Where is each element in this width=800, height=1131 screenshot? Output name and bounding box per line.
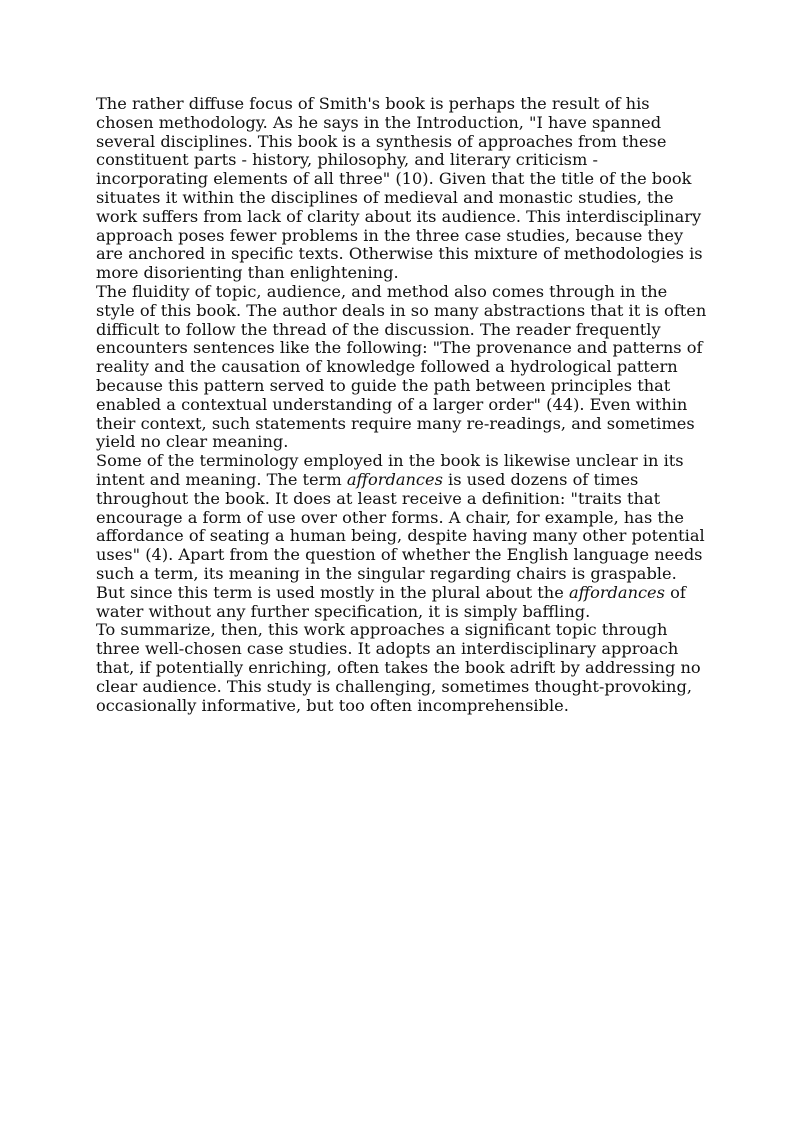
paragraph-style: [96, 283, 708, 452]
paragraph-text: To summarize, then, this work approaches a significant topic through three well-chosen case studies. It adopts an interdisciplinary approach that, if potentially enriching, often takes the book adrift by addressing no clear audience. This study is challenging, sometimes thought-provoking, occasionally informative, but too often incomprehensible.: [96, 620, 701, 715]
paragraph-methodology: [96, 95, 708, 283]
italic-term: affordances: [346, 469, 443, 489]
document-body: [96, 95, 708, 715]
paragraph-text: Some of the terminology employed in the book is likewise unclear in its intent and meaning. The term: [96, 451, 684, 489]
paragraph-text: The fluidity of topic, audience, and method also comes through in the style of this book. The author deals in so many abstractions that it is often difficult to follow the thread of the discussion. The reader frequently encounters sentences like the following: "The provenance and patterns of reality and the causation of knowledge followed a hydrological pattern because this pattern served to guide the path between principles that enabled a contextual understanding of a larger order" (44). Even within their context, such statements require many re-readings, and sometimes yield no clear meaning.: [96, 281, 707, 452]
paragraph-text: of water without any further specification, it is simply baffling.: [96, 582, 686, 621]
paragraph-terminology: [96, 452, 708, 621]
paragraph-text: is used dozens of times throughout the book. It does at least receive a definition: "traits that encourage a form of use over other forms. A chair, for example, has the affordance of seating a human being, despite having many other potential uses" (4). Apart from the question of whether the English language needs such a term, its meaning in the singular regarding chairs is graspable. But since this term is used mostly in the plural about the: [96, 469, 705, 602]
italic-term: affordances: [568, 582, 665, 602]
paragraph-text: The rather diffuse focus of Smith's book is perhaps the result of his chosen methodology. As he says in the Introduction, "I have spanned several disciplines. This book is a synthesis of approaches from these constituent parts - history, philosophy, and literary criticism - incorporating elements of all three" (10). Given that the title of the book situates it within the disciplines of medieval and monastic studies, the work suffers from lack of clarity about its audience. This interdisciplinary approach poses fewer problems in the three case studies, because they are anchored in specific texts. Otherwise this mixture of methodologies is more disorienting than enlightening.: [96, 94, 703, 283]
paragraph-summary: [96, 621, 708, 715]
